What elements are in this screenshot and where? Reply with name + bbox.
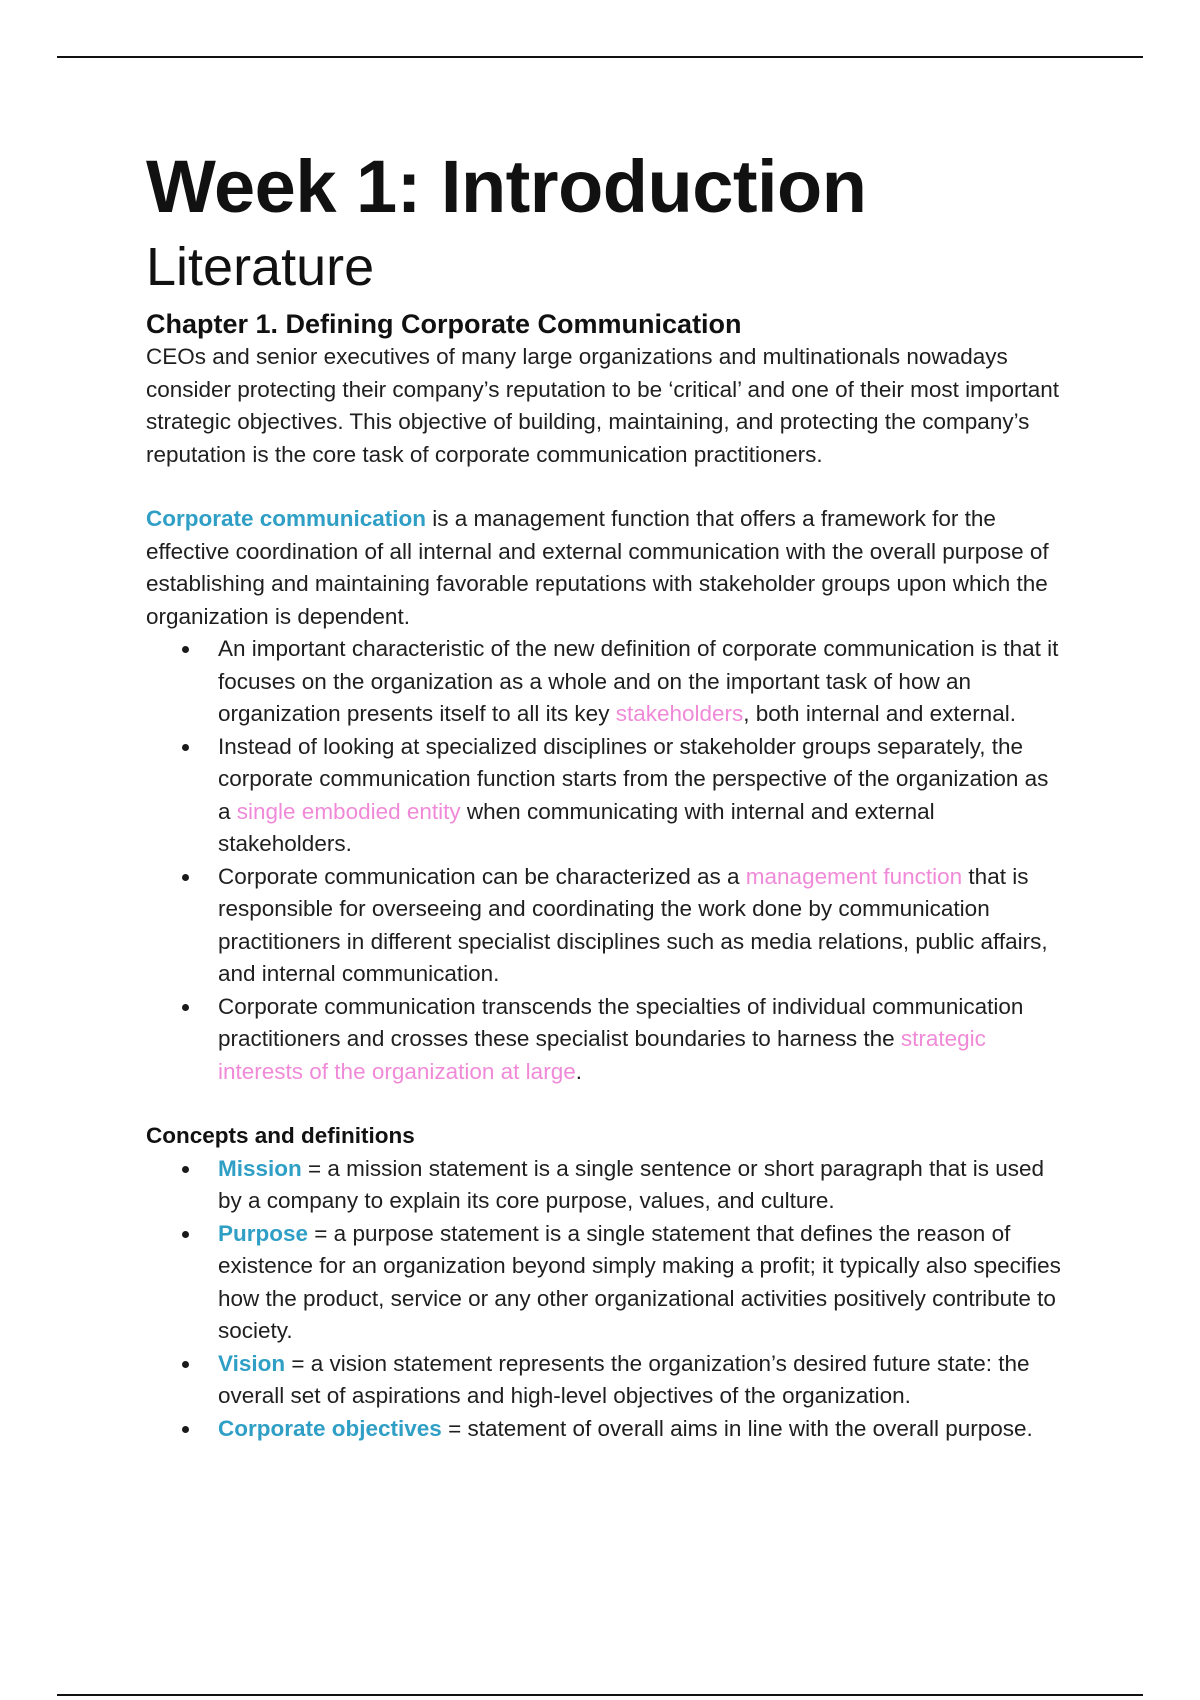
list-item — [146, 861, 1066, 991]
bullet-icon — [182, 1426, 189, 1433]
definition-paragraph — [146, 503, 1066, 633]
bullet-text: An important characteristic of the new definition of corporate communication is that it focuses on the organization as a whole and on the important task of how an organization presents itself to all its key — [218, 636, 1059, 726]
bullet-text: that is responsible for overseeing and coordinating the work done by communication practitioners in different specialist disciplines such as media relations, public affairs, and internal communication. — [218, 863, 1048, 986]
top-rule — [57, 56, 1143, 58]
concept-definition: = a purpose statement is a single statement that defines the reason of existence for an organization beyond simply making a profit; it typically also specifies how the product, service or any other organizational activities positively contribute to society. — [218, 1220, 1061, 1343]
concept-term: Corporate objectives — [218, 1415, 442, 1441]
page-title: Week 1: Introduction — [146, 145, 867, 228]
concepts-list — [146, 1153, 1066, 1446]
definition-term: Corporate communication — [146, 506, 427, 531]
list-item — [146, 1153, 1066, 1218]
intro-paragraph: CEOs and senior executives of many large organizations and multinationals nowadays consider protecting their company’s reputation to be ‘critical’ and one of their most important strategic objectives. This objective of building, maintaining, and protecting the company’s reputation is the core task of corporate communication practitioners. — [146, 344, 1059, 467]
highlight-text: management function — [745, 863, 963, 889]
bullet-text: when communicating with internal and external stakeholders. — [218, 798, 935, 856]
chapter-heading: Chapter 1. Defining Corporate Communication — [146, 309, 742, 339]
list-item — [146, 1348, 1066, 1413]
bullet-text: , both internal and external. — [743, 701, 1016, 726]
list-item — [146, 731, 1066, 861]
bottom-rule — [57, 1694, 1143, 1696]
section-heading: Literature — [146, 237, 375, 297]
document-body — [146, 145, 1066, 1445]
concept-term: Purpose — [218, 1220, 309, 1246]
bullet-text: . — [575, 1058, 582, 1084]
bullet-icon — [182, 1231, 189, 1238]
highlight-text: stakeholders — [615, 701, 744, 726]
concept-term: Vision — [218, 1350, 286, 1376]
concept-definition: = a vision statement represents the organization’s desired future state: the overall set of aspirations and high-level objectives of the organization. — [218, 1350, 1030, 1408]
list-item — [146, 991, 1066, 1089]
bullet-icon — [182, 646, 189, 653]
bullet-icon — [182, 1166, 189, 1173]
bullet-text: Instead of looking at specialized disciplines or stakeholder groups separately, the corporate communication function starts from the perspective of the organization as a — [218, 733, 1049, 824]
highlight-text: strategic interests of the organization at large — [218, 1026, 986, 1084]
list-item — [146, 1413, 1066, 1446]
bullet-icon — [182, 874, 189, 881]
list-item — [146, 633, 1066, 731]
concept-definition: = statement of overall aims in line with the overall purpose. — [441, 1415, 1033, 1441]
concept-term: Mission — [218, 1155, 302, 1181]
bullet-icon — [182, 744, 189, 751]
highlight-text: single embodied entity — [236, 798, 461, 824]
bullet-icon — [182, 1361, 189, 1368]
list-item — [146, 1218, 1066, 1348]
concepts-heading: Concepts and definitions — [146, 1123, 415, 1148]
bullet-text: Corporate communication can be characterized as a — [218, 863, 746, 889]
bullet-icon — [182, 1004, 189, 1011]
concept-definition: = a mission statement is a single sentence or short paragraph that is used by a company to explain its core purpose, values, and culture. — [218, 1155, 1045, 1213]
chapter-bullet-list — [146, 633, 1066, 1088]
bullet-text: Corporate communication transcends the specialties of individual communication practitioners and crosses these specialist boundaries to harness the — [218, 993, 1024, 1051]
definition-text: is a management function that offers a framework for the effective coordination of all internal and external communication with the overall purpose of establishing and maintaining favorable reputations with stakeholder groups upon which the organization is dependent. — [146, 506, 1049, 629]
